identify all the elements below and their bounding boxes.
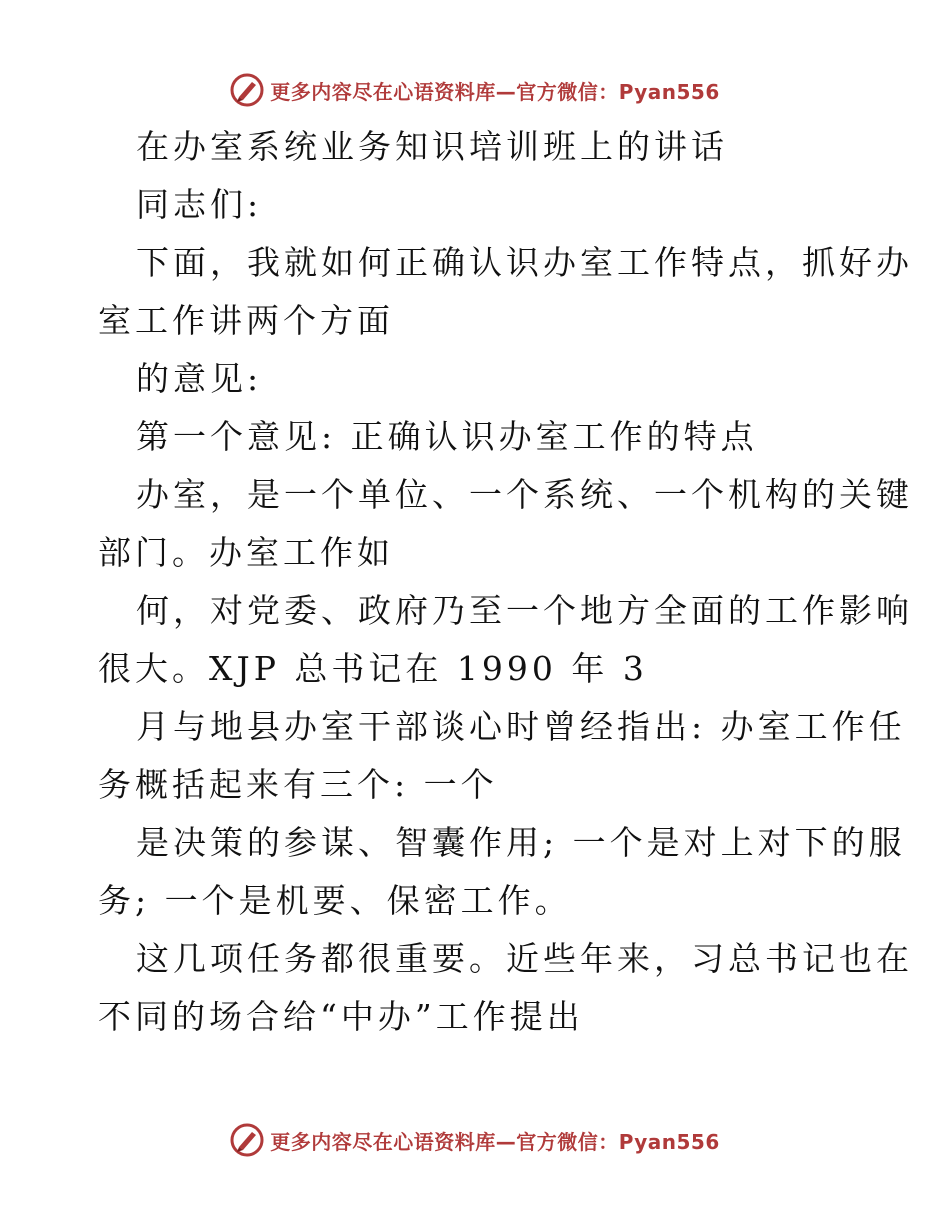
header-watermark	[0, 72, 950, 108]
paragraph-line: 何，对党委、政府乃至一个地方全面的工作影响	[136, 591, 913, 630]
paragraph-line: 务; 一个是机要、保密工作。	[98, 881, 572, 920]
salutation: 同志们:	[136, 185, 263, 224]
paragraph-line: 务概括起来有三个: 一个	[98, 765, 498, 804]
paragraph-line: 这几项任务都很重要。近些年来，习总书记也在	[136, 939, 913, 978]
paragraph-line: 办室，是一个单位、一个系统、一个机构的关键	[136, 475, 913, 514]
paragraph-line: 很大。XJP 总书记在 1990 年 3	[98, 649, 648, 688]
paragraph-line: 月与地县办室干部谈心时曾经指出: 办室工作任	[136, 707, 906, 746]
paragraph-line: 下面，我就如何正确认识办室工作特点，抓好办	[136, 243, 913, 282]
paragraph-line: 的意见:	[136, 359, 263, 398]
paragraph-line: 部门。办室工作如	[98, 533, 394, 572]
footer-watermark	[0, 1122, 950, 1158]
paragraph-line: 是决策的参谋、智囊作用; 一个是对上对下的服	[136, 823, 906, 862]
pen-seal-icon	[230, 73, 264, 107]
watermark-text: 更多内容尽在心语资料库—官方微信：Pyan556	[270, 1129, 720, 1154]
watermark-text: 更多内容尽在心语资料库—官方微信：Pyan556	[270, 79, 720, 104]
document-body	[98, 118, 913, 1046]
pen-seal-icon	[230, 1123, 264, 1157]
paragraph-line: 不同的场合给“中办”工作提出	[98, 997, 584, 1036]
paragraph-line: 室工作讲两个方面	[98, 301, 394, 340]
section-heading: 第一个意见: 正确认识办室工作的特点	[136, 417, 758, 456]
document-title: 在办室系统业务知识培训班上的讲话	[136, 127, 728, 166]
